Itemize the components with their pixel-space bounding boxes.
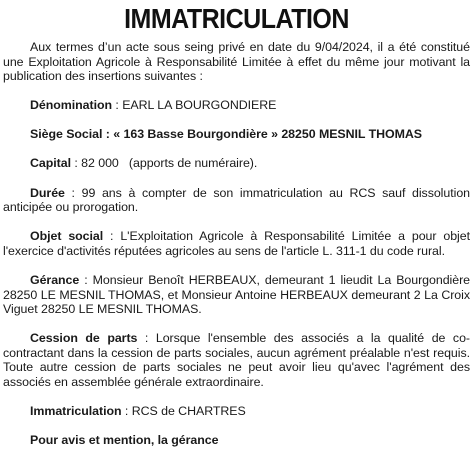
duree-value: 99 ans à compter de son immatriculation au RCS sauf dissolution anticipée ou prorogation. bbox=[3, 185, 471, 215]
denomination-label: Dénomination bbox=[30, 98, 113, 113]
denomination-line bbox=[3, 98, 470, 113]
closing-text: Pour avis et mention, la gérance bbox=[30, 433, 219, 448]
capital-value: 82 000 (apports de numéraire). bbox=[81, 156, 258, 171]
legal-notice bbox=[0, 4, 473, 459]
capital-line bbox=[3, 156, 470, 171]
gerance-value: Monsieur Benoît HERBEAUX, demeurant 1 lieudit La Bourgondière 28250 LE MESNIL THOMAS, et Monsieur Antoine HERBEAUX demeurant 2 La Croix Viguet 28250 LE MESNIL THOMAS. bbox=[3, 272, 470, 317]
cession-paragraph bbox=[3, 331, 470, 389]
duree-label: Durée bbox=[30, 185, 65, 200]
immat-value: RCS de CHARTRES bbox=[131, 404, 246, 419]
gerance-sep: : bbox=[79, 272, 93, 287]
immatriculation-line bbox=[3, 404, 470, 419]
siege-line bbox=[3, 127, 470, 142]
notice-title: IMMATRICULATION bbox=[124, 3, 349, 35]
siege-value: « 163 Basse Bourgondière » 28250 MESNIL THOMAS bbox=[113, 127, 423, 142]
cession-value: Lorsque l'ensemble des associés a la qualité de co-contractant dans la cession de parts sociales, aucun agrément préalable n'est requis. Toute autre cession de parts sociales ne peut avoir lieu qu'avec l'agrément des associés en assemblée générale extraordinaire. bbox=[3, 331, 470, 389]
denomination-sep: : bbox=[112, 98, 123, 113]
immat-label: Immatriculation bbox=[30, 404, 122, 419]
siege-sep: : bbox=[102, 127, 114, 142]
duree-paragraph bbox=[3, 186, 470, 215]
closing-line bbox=[3, 433, 470, 448]
objet-value: L'Exploitation Agricole à Responsabilité Limitée a pour objet l'exercice d'activités réputées agricoles au sens de l'article L. 311-1 du code rural. bbox=[3, 229, 470, 258]
immat-sep: : bbox=[121, 404, 132, 419]
intro-paragraph: Aux termes d’un acte sous seing privé en date du 9/04/2024, il a été constitué une Exploitation Agricole à Responsabilité Limitée à effet du même jour motivant la publication des insertions suivantes : bbox=[3, 40, 470, 84]
objet-paragraph bbox=[3, 229, 470, 258]
denomination-value: EARL LA BOURGONDIERE bbox=[122, 98, 277, 113]
objet-label: Objet social bbox=[30, 229, 104, 244]
objet-sep: : bbox=[103, 229, 121, 244]
siege-label: Siège Social bbox=[30, 127, 103, 142]
gerance-paragraph bbox=[3, 273, 470, 317]
capital-label: Capital bbox=[30, 156, 71, 171]
gerance-label: Gérance bbox=[30, 272, 80, 287]
cession-label: Cession de parts bbox=[30, 331, 138, 346]
duree-sep: : bbox=[64, 185, 82, 200]
capital-sep: : bbox=[70, 156, 82, 171]
cession-sep: : bbox=[137, 331, 156, 346]
